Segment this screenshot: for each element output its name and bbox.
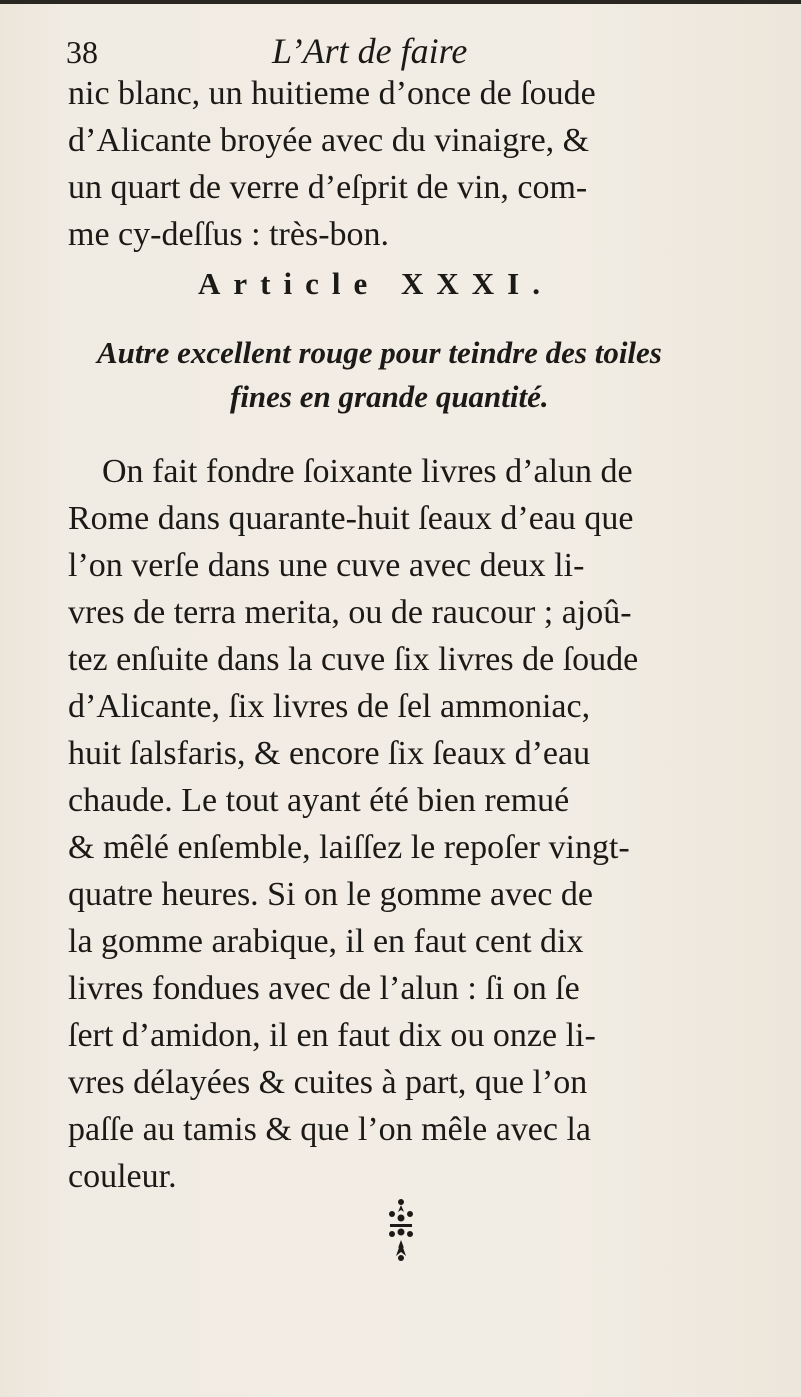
article-subtitle-line: Autre excellent rouge pour teindre des toiles (97, 335, 662, 370)
paragraph-line: tez enſuite dans la cuve ſix livres de ſoude (68, 641, 639, 678)
paragraph-line: livres fondues avec de l’alun : ſi on ſe (68, 970, 580, 1007)
paragraph-line: quatre heures. Si on le gomme avec de (68, 876, 593, 913)
text-line: un quart de verre d’eſprit de vin, com- (68, 169, 588, 206)
fleuron-ornament-icon (386, 1196, 416, 1264)
paragraph-line: vres de terra merita, ou de raucour ; ajoû- (68, 594, 632, 631)
article-subtitle-line: fines en grande quantité. (230, 379, 549, 414)
paragraph-first-line: On fait fondre ſoixante livres d’alun de (102, 453, 633, 490)
paragraph-line: vres délayées & cuites à part, que l’on (68, 1064, 588, 1101)
paragraph-line: la gomme arabique, il en faut cent dix (68, 923, 584, 960)
paragraph-line: ſert d’amidon, il en faut dix ou onze li- (68, 1017, 596, 1054)
page-number: 38 (66, 34, 98, 70)
paragraph-line: d’Alicante, ſix livres de ſel ammoniac, (68, 688, 591, 725)
paragraph-line: l’on verſe dans une cuve avec deux li- (68, 547, 585, 584)
paragraph-line: paſſe au tamis & que l’on mêle avec la (68, 1111, 592, 1148)
top-border-rule (0, 0, 801, 4)
article-heading: Article XXXI. (198, 266, 553, 301)
text-line: me cy-deſſus : très-bon. (68, 216, 390, 253)
page-header (66, 28, 766, 78)
paragraph-line: huit ſalsfaris, & encore ſix ſeaux d’eau (68, 735, 591, 772)
text-line: d’Alicante broyée avec du vinaigre, & (68, 122, 590, 159)
paragraph-line: couleur. (68, 1158, 177, 1195)
text-line: nic blanc, un huitieme d’once de ſoude (68, 75, 596, 112)
paragraph-line: & mêlé enſemble, laiſſez le repoſer vingt- (68, 829, 630, 866)
paragraph-line: chaude. Le tout ayant été bien remué (68, 782, 570, 819)
running-title: L’Art de faire (272, 31, 468, 71)
paragraph-line: Rome dans quarante-huit ſeaux d’eau que (68, 500, 634, 537)
